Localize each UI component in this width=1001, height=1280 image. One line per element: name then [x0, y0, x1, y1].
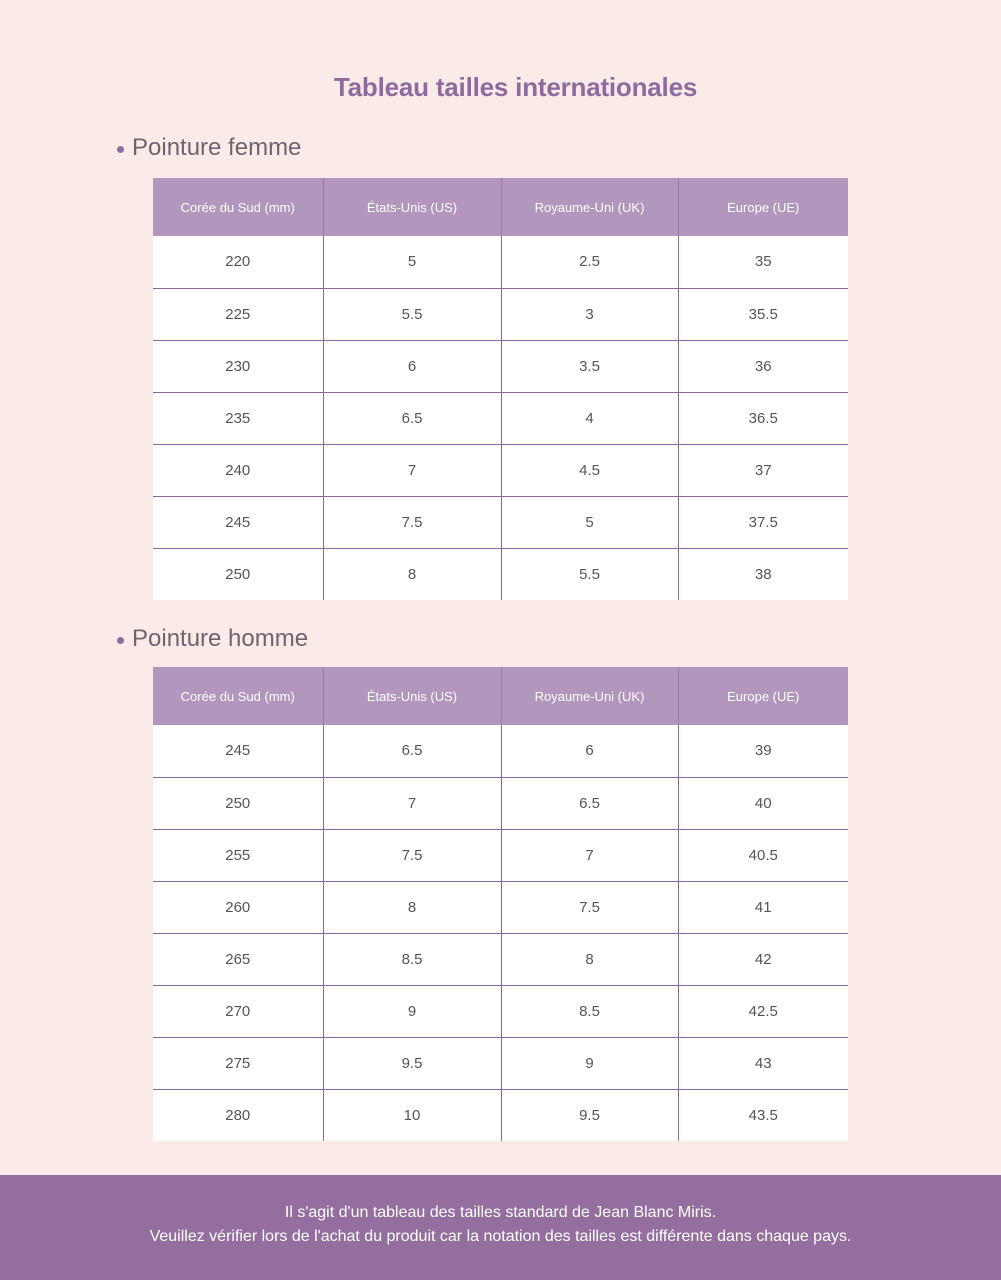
table-cell: 230: [153, 340, 323, 392]
footer-banner: [0, 1175, 1001, 1280]
table-row: [153, 288, 848, 340]
table-cell: 36.5: [678, 392, 848, 444]
table-row: [153, 985, 848, 1037]
table-cell: 260: [153, 881, 323, 933]
table-cell: 245: [153, 496, 323, 548]
footer-line-1: Il s'agit d'un tableau des tailles standard de Jean Blanc Miris.: [284, 1204, 717, 1221]
table-cell: 37.5: [678, 496, 848, 548]
footer-line-2: Veuillez vérifier lors de l'achat du produit car la notation des tailles est différente dans chaque pays.: [149, 1228, 852, 1245]
table-cell: 36: [678, 340, 848, 392]
table-cell: 8: [501, 933, 678, 985]
table-cell: 7: [323, 777, 501, 829]
table-cell: 7: [323, 444, 501, 496]
table-cell: 280: [153, 1089, 323, 1141]
men-table-body: [153, 725, 848, 1141]
women-section-heading: [117, 134, 301, 162]
page-title: Tableau tailles internationales: [333, 72, 698, 102]
table-header-row: [153, 178, 848, 236]
table-cell: 40: [678, 777, 848, 829]
table-cell: 8: [323, 881, 501, 933]
table-cell: 220: [153, 236, 323, 288]
column-header-uk: Royaume-Uni (UK): [501, 667, 678, 725]
table-cell: 10: [323, 1089, 501, 1141]
women-size-table: [153, 178, 848, 600]
table-cell: 42: [678, 933, 848, 985]
table-cell: 35: [678, 236, 848, 288]
table-cell: 7.5: [323, 829, 501, 881]
table-row: [153, 1089, 848, 1141]
table-cell: 8.5: [323, 933, 501, 985]
table-cell: 4.5: [501, 444, 678, 496]
table-cell: 5: [501, 496, 678, 548]
table-row: [153, 392, 848, 444]
table-cell: 35.5: [678, 288, 848, 340]
table-cell: 5.5: [501, 548, 678, 600]
table-cell: 37: [678, 444, 848, 496]
table-cell: 42.5: [678, 985, 848, 1037]
table-cell: 38: [754, 565, 772, 583]
table-cell: 9: [323, 985, 501, 1037]
table-row: [153, 444, 848, 496]
table-cell: 9.5: [501, 1089, 678, 1141]
table-row: [153, 881, 848, 933]
column-header-eu: Europe (UE): [678, 667, 848, 725]
column-header-us: États-Unis (US): [323, 667, 501, 725]
women-heading-text: Pointure femme: [132, 134, 302, 161]
table-cell: 245: [153, 725, 323, 777]
men-size-table: [153, 667, 848, 1141]
women-table-body: [153, 236, 848, 600]
table-cell: 41: [678, 881, 848, 933]
men-heading-text: Pointure homme: [132, 625, 309, 652]
table-cell: 6.5: [323, 392, 501, 444]
table-cell: 3.5: [501, 340, 678, 392]
table-cell: 265: [153, 933, 323, 985]
column-header-korea: Corée du Sud (mm): [153, 178, 323, 236]
table-cell: 7.5: [323, 496, 501, 548]
table-cell: 6: [323, 340, 501, 392]
column-header-korea: Corée du Sud (mm): [153, 667, 323, 725]
table-row: [153, 933, 848, 985]
table-cell: 5.5: [323, 288, 501, 340]
table-cell: 6: [501, 725, 678, 777]
column-header-uk: Royaume-Uni (UK): [501, 178, 678, 236]
table-cell: 3: [501, 288, 678, 340]
column-header-eu: Europe (UE): [678, 178, 848, 236]
bullet-icon: [117, 146, 124, 153]
table-cell: 5: [323, 236, 501, 288]
table-cell: 39: [678, 725, 848, 777]
table-cell: 225: [153, 288, 323, 340]
table-cell: 7.5: [501, 881, 678, 933]
table-cell: 275: [153, 1037, 323, 1089]
table-row: [153, 1037, 848, 1089]
column-header-us: États-Unis (US): [323, 178, 501, 236]
table-row: [153, 777, 848, 829]
table-row: [153, 496, 848, 548]
table-row: [153, 829, 848, 881]
table-cell: 270: [153, 985, 323, 1037]
table-cell: 235: [153, 392, 323, 444]
table-cell: 4: [501, 392, 678, 444]
table-cell: 2.5: [501, 236, 678, 288]
table-row: [153, 548, 848, 600]
table-cell: 43.5: [748, 1106, 778, 1124]
table-cell: 7: [501, 829, 678, 881]
table-cell: 43: [678, 1037, 848, 1089]
table-row: [153, 340, 848, 392]
table-row: [153, 725, 848, 777]
table-cell: 9: [501, 1037, 678, 1089]
bullet-icon: [117, 637, 124, 644]
table-cell: 6.5: [501, 777, 678, 829]
table-cell: 6.5: [323, 725, 501, 777]
table-row: [153, 236, 848, 288]
table-cell: 8: [323, 548, 501, 600]
men-section-heading: [117, 625, 308, 653]
table-cell: 40.5: [678, 829, 848, 881]
table-cell: 240: [153, 444, 323, 496]
table-cell: 8.5: [501, 985, 678, 1037]
table-cell: 250: [153, 777, 323, 829]
table-cell: 250: [153, 548, 323, 600]
table-cell: 9.5: [323, 1037, 501, 1089]
table-header-row: [153, 667, 848, 725]
table-cell: 255: [153, 829, 323, 881]
